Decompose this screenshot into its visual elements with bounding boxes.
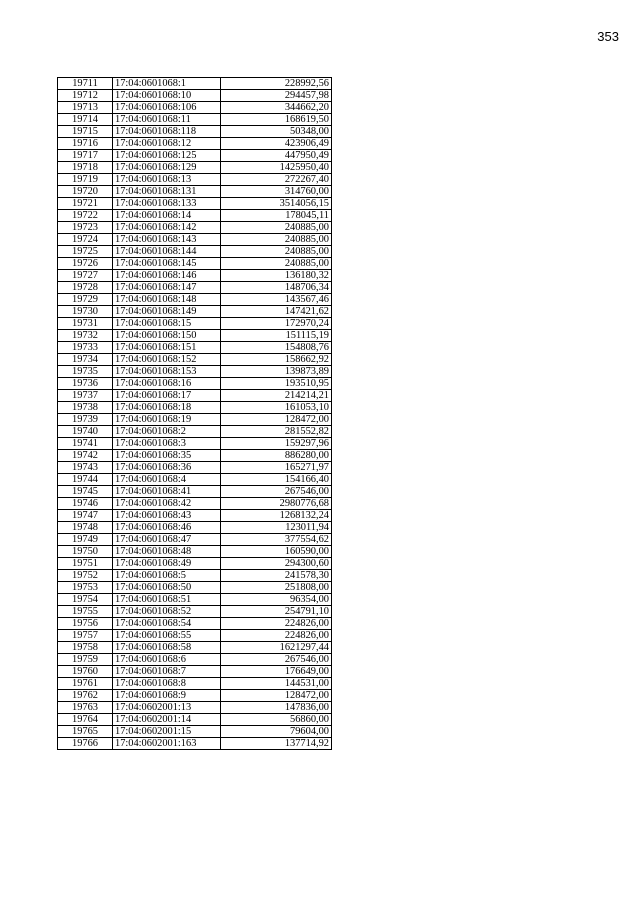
cadastral-code-cell: 17:04:0601068:42 <box>113 498 221 510</box>
table-row <box>58 222 332 234</box>
row-number-cell: 19723 <box>58 222 113 234</box>
cadastral-code-cell: 17:04:0601068:51 <box>113 594 221 606</box>
value-cell: 151115,19 <box>221 330 332 342</box>
cadastral-code-cell: 17:04:0601068:12 <box>113 138 221 150</box>
row-number-cell: 19716 <box>58 138 113 150</box>
value-cell: 1425950,40 <box>221 162 332 174</box>
page-number: 353 <box>597 29 619 44</box>
value-cell: 240885,00 <box>221 246 332 258</box>
value-cell: 159297,96 <box>221 438 332 450</box>
row-number-cell: 19730 <box>58 306 113 318</box>
table-row <box>58 726 332 738</box>
value-cell: 447950,49 <box>221 150 332 162</box>
table-row <box>58 330 332 342</box>
cadastral-code-cell: 17:04:0601068:7 <box>113 666 221 678</box>
row-number-cell: 19748 <box>58 522 113 534</box>
table-row <box>58 186 332 198</box>
row-number-cell: 19746 <box>58 498 113 510</box>
table-row <box>58 702 332 714</box>
cadastral-code-cell: 17:04:0601068:8 <box>113 678 221 690</box>
value-cell: 344662,20 <box>221 102 332 114</box>
value-cell: 294457,98 <box>221 90 332 102</box>
table-row <box>58 714 332 726</box>
value-cell: 314760,00 <box>221 186 332 198</box>
row-number-cell: 19760 <box>58 666 113 678</box>
table-row <box>58 738 332 750</box>
cadastral-code-cell: 17:04:0601068:13 <box>113 174 221 186</box>
row-number-cell: 19713 <box>58 102 113 114</box>
value-cell: 160590,00 <box>221 546 332 558</box>
value-cell: 423906,49 <box>221 138 332 150</box>
cadastral-code-cell: 17:04:0601068:3 <box>113 438 221 450</box>
row-number-cell: 19761 <box>58 678 113 690</box>
value-cell: 147836,00 <box>221 702 332 714</box>
cadastral-code-cell: 17:04:0601068:46 <box>113 522 221 534</box>
value-cell: 137714,92 <box>221 738 332 750</box>
cadastral-code-cell: 17:04:0601068:142 <box>113 222 221 234</box>
cadastral-code-cell: 17:04:0601068:50 <box>113 582 221 594</box>
row-number-cell: 19732 <box>58 330 113 342</box>
cadastral-code-cell: 17:04:0601068:2 <box>113 426 221 438</box>
table-row <box>58 486 332 498</box>
value-cell: 1621297,44 <box>221 642 332 654</box>
cadastral-code-cell: 17:04:0601068:10 <box>113 90 221 102</box>
value-cell: 139873,89 <box>221 366 332 378</box>
row-number-cell: 19721 <box>58 198 113 210</box>
cadastral-code-cell: 17:04:0601068:5 <box>113 570 221 582</box>
row-number-cell: 19763 <box>58 702 113 714</box>
table-row <box>58 666 332 678</box>
row-number-cell: 19739 <box>58 414 113 426</box>
value-cell: 294300,60 <box>221 558 332 570</box>
table-row <box>58 474 332 486</box>
cadastral-code-cell: 17:04:0601068:9 <box>113 690 221 702</box>
value-cell: 172970,24 <box>221 318 332 330</box>
row-number-cell: 19766 <box>58 738 113 750</box>
cadastral-code-cell: 17:04:0601068:35 <box>113 450 221 462</box>
row-number-cell: 19751 <box>58 558 113 570</box>
value-cell: 165271,97 <box>221 462 332 474</box>
cadastral-code-cell: 17:04:0601068:48 <box>113 546 221 558</box>
value-cell: 377554,62 <box>221 534 332 546</box>
cadastral-code-cell: 17:04:0602001:163 <box>113 738 221 750</box>
value-cell: 144531,00 <box>221 678 332 690</box>
cadastral-code-cell: 17:04:0601068:133 <box>113 198 221 210</box>
value-cell: 147421,62 <box>221 306 332 318</box>
row-number-cell: 19749 <box>58 534 113 546</box>
row-number-cell: 19715 <box>58 126 113 138</box>
cadastral-code-cell: 17:04:0601068:11 <box>113 114 221 126</box>
cadastral-code-cell: 17:04:0601068:17 <box>113 390 221 402</box>
value-cell: 158662,92 <box>221 354 332 366</box>
table-row <box>58 414 332 426</box>
table-row <box>58 402 332 414</box>
table-row <box>58 78 332 90</box>
value-cell: 79604,00 <box>221 726 332 738</box>
table-row <box>58 282 332 294</box>
row-number-cell: 19762 <box>58 690 113 702</box>
row-number-cell: 19734 <box>58 354 113 366</box>
table-row <box>58 90 332 102</box>
row-number-cell: 19759 <box>58 654 113 666</box>
row-number-cell: 19754 <box>58 594 113 606</box>
cadastral-code-cell: 17:04:0601068:125 <box>113 150 221 162</box>
table-row <box>58 126 332 138</box>
value-cell: 254791,10 <box>221 606 332 618</box>
cadastral-code-cell: 17:04:0601068:147 <box>113 282 221 294</box>
table-row <box>58 594 332 606</box>
table-row <box>58 678 332 690</box>
value-cell: 240885,00 <box>221 234 332 246</box>
row-number-cell: 19735 <box>58 366 113 378</box>
cadastral-code-cell: 17:04:0601068:152 <box>113 354 221 366</box>
table-row <box>58 630 332 642</box>
table-row <box>58 378 332 390</box>
value-cell: 251808,00 <box>221 582 332 594</box>
row-number-cell: 19729 <box>58 294 113 306</box>
table-row <box>58 306 332 318</box>
cadastral-code-cell: 17:04:0602001:14 <box>113 714 221 726</box>
cadastral-code-cell: 17:04:0601068:4 <box>113 474 221 486</box>
row-number-cell: 19719 <box>58 174 113 186</box>
row-number-cell: 19755 <box>58 606 113 618</box>
value-cell: 240885,00 <box>221 258 332 270</box>
table-row <box>58 114 332 126</box>
cadastral-code-cell: 17:04:0601068:146 <box>113 270 221 282</box>
table-row <box>58 162 332 174</box>
value-cell: 168619,50 <box>221 114 332 126</box>
value-cell: 224826,00 <box>221 630 332 642</box>
row-number-cell: 19738 <box>58 402 113 414</box>
cadastral-code-cell: 17:04:0601068:16 <box>113 378 221 390</box>
table-row <box>58 570 332 582</box>
table-row <box>58 342 332 354</box>
row-number-cell: 19725 <box>58 246 113 258</box>
cadastral-code-cell: 17:04:0601068:106 <box>113 102 221 114</box>
cadastral-code-cell: 17:04:0601068:43 <box>113 510 221 522</box>
row-number-cell: 19726 <box>58 258 113 270</box>
table-row <box>58 654 332 666</box>
table-row <box>58 138 332 150</box>
cadastral-code-cell: 17:04:0601068:36 <box>113 462 221 474</box>
row-number-cell: 19745 <box>58 486 113 498</box>
table-row <box>58 234 332 246</box>
value-cell: 214214,21 <box>221 390 332 402</box>
table-row <box>58 210 332 222</box>
value-cell: 1268132,24 <box>221 510 332 522</box>
cadastral-code-cell: 17:04:0601068:6 <box>113 654 221 666</box>
table-row <box>58 390 332 402</box>
row-number-cell: 19744 <box>58 474 113 486</box>
cadastral-code-cell: 17:04:0602001:13 <box>113 702 221 714</box>
value-cell: 267546,00 <box>221 654 332 666</box>
cadastral-code-cell: 17:04:0601068:52 <box>113 606 221 618</box>
value-cell: 123011,94 <box>221 522 332 534</box>
cadastral-code-cell: 17:04:0601068:129 <box>113 162 221 174</box>
row-number-cell: 19758 <box>58 642 113 654</box>
cadastral-code-cell: 17:04:0601068:131 <box>113 186 221 198</box>
row-number-cell: 19741 <box>58 438 113 450</box>
row-number-cell: 19756 <box>58 618 113 630</box>
row-number-cell: 19750 <box>58 546 113 558</box>
cadastral-code-cell: 17:04:0601068:14 <box>113 210 221 222</box>
row-number-cell: 19742 <box>58 450 113 462</box>
value-cell: 148706,34 <box>221 282 332 294</box>
value-cell: 193510,95 <box>221 378 332 390</box>
row-number-cell: 19720 <box>58 186 113 198</box>
value-cell: 128472,00 <box>221 690 332 702</box>
table-row <box>58 294 332 306</box>
value-cell: 178045,11 <box>221 210 332 222</box>
table-row <box>58 546 332 558</box>
table-row <box>58 174 332 186</box>
cadastral-code-cell: 17:04:0601068:149 <box>113 306 221 318</box>
table-row <box>58 438 332 450</box>
table-row <box>58 366 332 378</box>
cadastral-code-cell: 17:04:0601068:151 <box>113 342 221 354</box>
table-row <box>58 246 332 258</box>
value-cell: 267546,00 <box>221 486 332 498</box>
table-row <box>58 462 332 474</box>
table-row <box>58 150 332 162</box>
value-cell: 136180,32 <box>221 270 332 282</box>
value-cell: 281552,82 <box>221 426 332 438</box>
value-cell: 56860,00 <box>221 714 332 726</box>
cadastral-code-cell: 17:04:0601068:153 <box>113 366 221 378</box>
row-number-cell: 19717 <box>58 150 113 162</box>
value-cell: 128472,00 <box>221 414 332 426</box>
cadastral-code-cell: 17:04:0601068:148 <box>113 294 221 306</box>
table-row <box>58 522 332 534</box>
row-number-cell: 19727 <box>58 270 113 282</box>
table-row <box>58 258 332 270</box>
value-cell: 96354,00 <box>221 594 332 606</box>
cadastral-code-cell: 17:04:0601068:55 <box>113 630 221 642</box>
cadastral-code-cell: 17:04:0601068:118 <box>113 126 221 138</box>
value-cell: 2980776,68 <box>221 498 332 510</box>
value-cell: 50348,00 <box>221 126 332 138</box>
value-cell: 154808,76 <box>221 342 332 354</box>
cadastral-code-cell: 17:04:0601068:143 <box>113 234 221 246</box>
table-body <box>58 78 332 750</box>
row-number-cell: 19731 <box>58 318 113 330</box>
table-row <box>58 102 332 114</box>
table-row <box>58 354 332 366</box>
cadastral-code-cell: 17:04:0601068:19 <box>113 414 221 426</box>
row-number-cell: 19724 <box>58 234 113 246</box>
row-number-cell: 19736 <box>58 378 113 390</box>
row-number-cell: 19737 <box>58 390 113 402</box>
value-cell: 3514056,15 <box>221 198 332 210</box>
table-row <box>58 618 332 630</box>
table-row <box>58 198 332 210</box>
cadastral-code-cell: 17:04:0601068:41 <box>113 486 221 498</box>
value-cell: 228992,56 <box>221 78 332 90</box>
row-number-cell: 19718 <box>58 162 113 174</box>
table-row <box>58 534 332 546</box>
value-cell: 886280,00 <box>221 450 332 462</box>
row-number-cell: 19714 <box>58 114 113 126</box>
row-number-cell: 19728 <box>58 282 113 294</box>
value-cell: 241578,30 <box>221 570 332 582</box>
cadastral-code-cell: 17:04:0601068:54 <box>113 618 221 630</box>
cadastral-code-cell: 17:04:0601068:145 <box>113 258 221 270</box>
cadastral-code-cell: 17:04:0601068:47 <box>113 534 221 546</box>
cadastral-code-cell: 17:04:0601068:15 <box>113 318 221 330</box>
cadastral-code-cell: 17:04:0601068:144 <box>113 246 221 258</box>
value-cell: 272267,40 <box>221 174 332 186</box>
value-cell: 143567,46 <box>221 294 332 306</box>
cadastral-code-cell: 17:04:0601068:58 <box>113 642 221 654</box>
cadastral-code-cell: 17:04:0601068:1 <box>113 78 221 90</box>
table-row <box>58 270 332 282</box>
table-row <box>58 450 332 462</box>
value-cell: 154166,40 <box>221 474 332 486</box>
table-row <box>58 558 332 570</box>
cadastral-code-cell: 17:04:0601068:18 <box>113 402 221 414</box>
table-row <box>58 510 332 522</box>
row-number-cell: 19740 <box>58 426 113 438</box>
row-number-cell: 19743 <box>58 462 113 474</box>
row-number-cell: 19753 <box>58 582 113 594</box>
cadastral-code-cell: 17:04:0601068:49 <box>113 558 221 570</box>
row-number-cell: 19747 <box>58 510 113 522</box>
table-row <box>58 642 332 654</box>
row-number-cell: 19712 <box>58 90 113 102</box>
table-row <box>58 498 332 510</box>
table-row <box>58 318 332 330</box>
value-cell: 224826,00 <box>221 618 332 630</box>
row-number-cell: 19757 <box>58 630 113 642</box>
row-number-cell: 19764 <box>58 714 113 726</box>
table-row <box>58 606 332 618</box>
table-row <box>58 582 332 594</box>
row-number-cell: 19711 <box>58 78 113 90</box>
table-row <box>58 690 332 702</box>
value-cell: 161053,10 <box>221 402 332 414</box>
cadastral-code-cell: 17:04:0601068:150 <box>113 330 221 342</box>
row-number-cell: 19722 <box>58 210 113 222</box>
cadastral-code-cell: 17:04:0602001:15 <box>113 726 221 738</box>
row-number-cell: 19733 <box>58 342 113 354</box>
table-row <box>58 426 332 438</box>
row-number-cell: 19752 <box>58 570 113 582</box>
value-cell: 240885,00 <box>221 222 332 234</box>
data-table <box>57 77 332 750</box>
value-cell: 176649,00 <box>221 666 332 678</box>
row-number-cell: 19765 <box>58 726 113 738</box>
